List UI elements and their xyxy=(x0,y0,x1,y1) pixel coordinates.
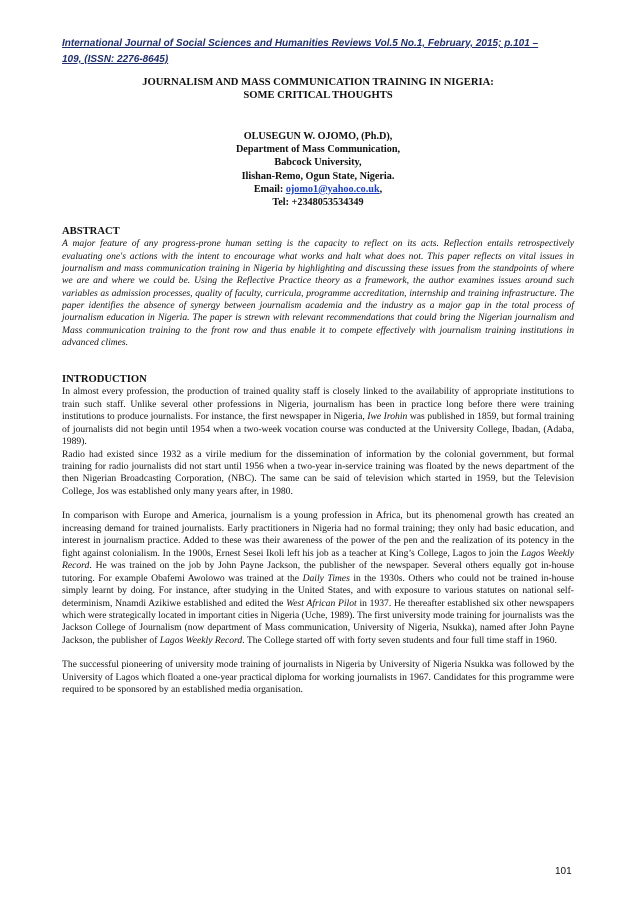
author-tel: Tel: +2348053534349 xyxy=(272,197,364,209)
text-run: in 1937. He thereafter established six other newspapers which were strategically located in important cities in Nigeria (Uche, 1989). The first university mode training for journalists was the Jackson College of Journalism (now department of Mass communication, University of Nigeria, Nsukka), named after John Payne Jackson, the publisher of xyxy=(62,597,574,646)
text-run: . He was trained on the job by John Payne Jackson, the publisher of the newspaper. Several others equally got in-house tutoring. For example Obafemi Awolowo was trained at the xyxy=(62,560,574,584)
paragraph-gap xyxy=(62,647,574,659)
text-run: In comparison with Europe and America, journalism is a young profession in Africa, but its phenomenal growth has created an increasing demand for trained journalists. Early practitioners in Nigeria had no formal training; they only had basic education, and interest in journalism practice. Added to these was their awareness of the power of the pen and the realization of its potency in the fight against colonialism. In the 1900s, Ernest Sesei Ikoli left his job as a teacher at King’s College, Lagos to join the xyxy=(62,510,574,559)
email-link[interactable]: ojomo1@yahoo.co.uk xyxy=(285,183,380,195)
paper-title xyxy=(62,76,574,102)
paper-title-line2: SOME CRITICAL THOUGHTS xyxy=(243,90,393,101)
paper-page xyxy=(62,36,574,697)
text-run: . The College started off with forty seven students and four full time staff in 1960. xyxy=(242,634,557,646)
introduction-body xyxy=(62,386,574,696)
abstract-text: A major feature of any progress-prone human setting is the capacity to reflect on its acts. Reflection entails retrospectively evaluating one's actions with the intent to encourage what works and halt what does not. This paper reflects on vital issues in journalism and mass communication training in Nigeria by highlighting and discussing these issues from the standpoints of where we are and where we could be. Using the Reflective Practice theory as a framework, the author examines issues around such variables as admission processes, quality of faculty, curricula, programme accreditation, internship and training infrastructure. The paper identifies the absence of synergy between journalism academia and the industry as a major gap in the total process of journalism education in Nigeria. The paper is strewn with relevant recommendations that could bring the Nigerian journalism and Mass communication training to the front row and thus enable it to compete effectively with journalism training institutions in advanced climes. xyxy=(62,238,574,348)
author-email-line xyxy=(62,183,574,196)
abstract-heading: ABSTRACT xyxy=(62,226,120,238)
journal-header-line2: 109, (ISSN: 2276-8645) xyxy=(62,54,169,65)
introduction-heading: INTRODUCTION xyxy=(62,374,147,386)
italic-run: Daily Times xyxy=(302,572,350,584)
author-name: OLUSEGUN W. OJOMO, (Ph.D), xyxy=(243,131,393,142)
journal-header xyxy=(62,36,574,68)
author-department: Department of Mass Communication, xyxy=(235,144,401,156)
journal-issue: Vol.5 No.1, February, 2015; p.101 – xyxy=(371,38,539,49)
italic-run: West African Pilot xyxy=(286,597,357,609)
page-number: 101 xyxy=(555,866,572,877)
intro-paragraph-3 xyxy=(62,510,574,647)
email-label: Email: xyxy=(253,183,286,195)
italic-run: Lagos Weekly Record xyxy=(159,634,243,646)
intro-paragraph-1 xyxy=(62,386,574,448)
italic-run: Iwe Irohin xyxy=(367,411,408,423)
author-university: Babcock University, xyxy=(274,157,362,169)
text-run: in the 1930s. Others who could not be trained in-house simply learnt by doing. For instance, after studying in the United States, and with exposure to various statutes on national self-determinism, Nnamdi Azikiwe established and edited the xyxy=(62,572,575,609)
italic-run: Lagos Weekly Record xyxy=(62,547,574,572)
text-run: was published in 1859, but formal training of journalists did not begin until 1954 when a two-week vocation course was conducted at the University College, Ibadan, (Adaba, 1989). xyxy=(62,411,574,448)
email-suffix: , xyxy=(379,183,383,195)
author-location: Ilishan-Remo, Ogun State, Nigeria. xyxy=(241,170,395,182)
author-block xyxy=(62,130,574,209)
journal-name: International Journal of Social Sciences and Humanities Reviews xyxy=(62,38,372,49)
intro-paragraph-2: Radio had existed since 1932 as a virile medium for the dissemination of information by the colonial government, but formal training for radio journalists did not start until 1956 when a two-year in-service training was floated by the news department of the then Nigerian Broadcasting Corporation, (NBC). The same can be said of television which started in 1959, but the Television College, Jos was established only many years after, in 1980. xyxy=(62,448,574,497)
text-run: In almost every profession, the production of trained quality staff is closely linked to the availability of appropriate institutions to train such staff. Unlike several other professions in Nigeria, journalism has been in practice long before there were training institutions to produce journalists. For instance, the first newspaper in Nigeria, xyxy=(62,386,574,423)
journal-header-line1 xyxy=(62,36,574,52)
intro-paragraph-4: The successful pioneering of university mode training of journalists in Nigeria by University of Nigeria Nsukka was followed by the University of Lagos which floated a one-year practical diploma for working journalists in 1967. Candidates for this programme were required to be sponsored by an established media organisation. xyxy=(62,659,574,696)
paragraph-gap xyxy=(62,498,574,510)
paper-title-line1: JOURNALISM AND MASS COMMUNICATION TRAINING IN NIGERIA: xyxy=(142,77,494,88)
